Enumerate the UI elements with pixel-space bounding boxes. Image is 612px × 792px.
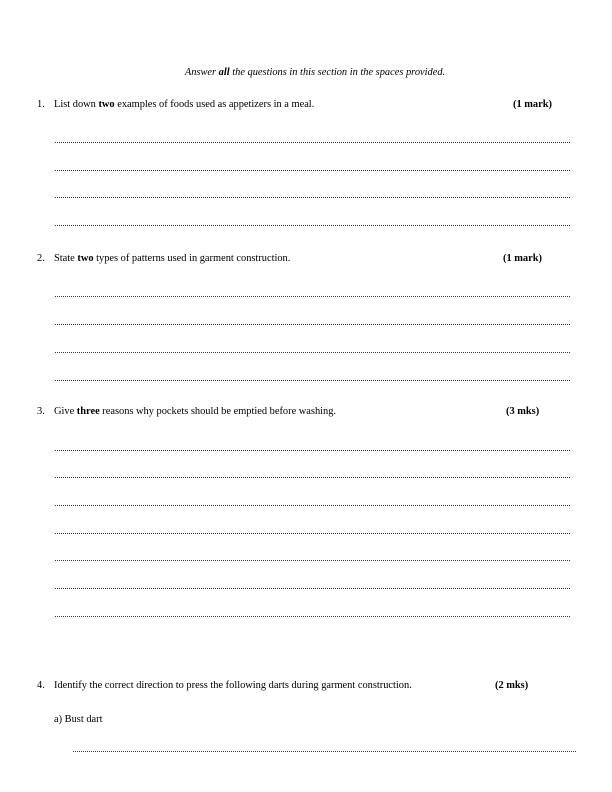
question-4	[37, 679, 577, 693]
question-text-before: Give	[54, 406, 77, 417]
answer-line[interactable]	[55, 170, 570, 171]
instruction-suffix: the questions in this section in the spaces provided.	[229, 67, 446, 78]
question-text	[54, 252, 290, 266]
question-text-after: types of patterns used in garment construction.	[93, 253, 291, 264]
question-marks: (1 mark)	[513, 99, 552, 110]
question-number: 2.	[37, 253, 45, 264]
question-marks: (1 mark)	[503, 253, 542, 264]
question-text-after: reasons why pockets should be emptied before washing.	[99, 406, 337, 417]
answer-line[interactable]	[55, 560, 570, 561]
answer-line[interactable]	[55, 225, 570, 226]
answer-line[interactable]	[55, 533, 570, 534]
instruction-prefix: Answer	[184, 67, 219, 78]
question-text-emphasis: three	[76, 406, 100, 417]
question-1	[37, 98, 577, 112]
question-text-before: List down	[54, 99, 99, 110]
sub-question-label: a) Bust dart	[54, 714, 103, 725]
answer-line[interactable]	[55, 616, 570, 617]
answer-line[interactable]	[55, 477, 570, 478]
question-number: 3.	[37, 406, 45, 417]
question-text-before: State	[54, 253, 78, 264]
question-text	[54, 405, 336, 419]
answer-line[interactable]	[55, 352, 570, 353]
question-text-emphasis: two	[77, 253, 94, 264]
question-marks: (3 mks)	[506, 406, 540, 417]
answer-line[interactable]	[55, 380, 570, 381]
question-text-emphasis: two	[98, 99, 115, 110]
section-instruction	[0, 67, 612, 78]
question-text: Identify the correct direction to press the following darts during garment construction.	[54, 680, 412, 691]
answer-line[interactable]	[55, 324, 570, 325]
question-text-after: examples of foods used as appetizers in a meal.	[114, 99, 315, 110]
answer-line[interactable]	[55, 588, 570, 589]
answer-line[interactable]	[55, 505, 570, 506]
question-marks: (2 mks)	[495, 680, 529, 691]
answer-line[interactable]	[55, 450, 570, 451]
answer-line[interactable]	[55, 296, 570, 297]
answer-line[interactable]	[55, 197, 570, 198]
answer-line[interactable]	[55, 142, 570, 143]
question-number: 1.	[37, 99, 45, 110]
question-number: 4.	[37, 680, 45, 691]
question-text	[54, 98, 314, 112]
answer-line[interactable]	[73, 751, 576, 752]
question-2	[37, 252, 577, 266]
instruction-emphasis: all	[218, 67, 230, 78]
question-3	[37, 405, 577, 419]
